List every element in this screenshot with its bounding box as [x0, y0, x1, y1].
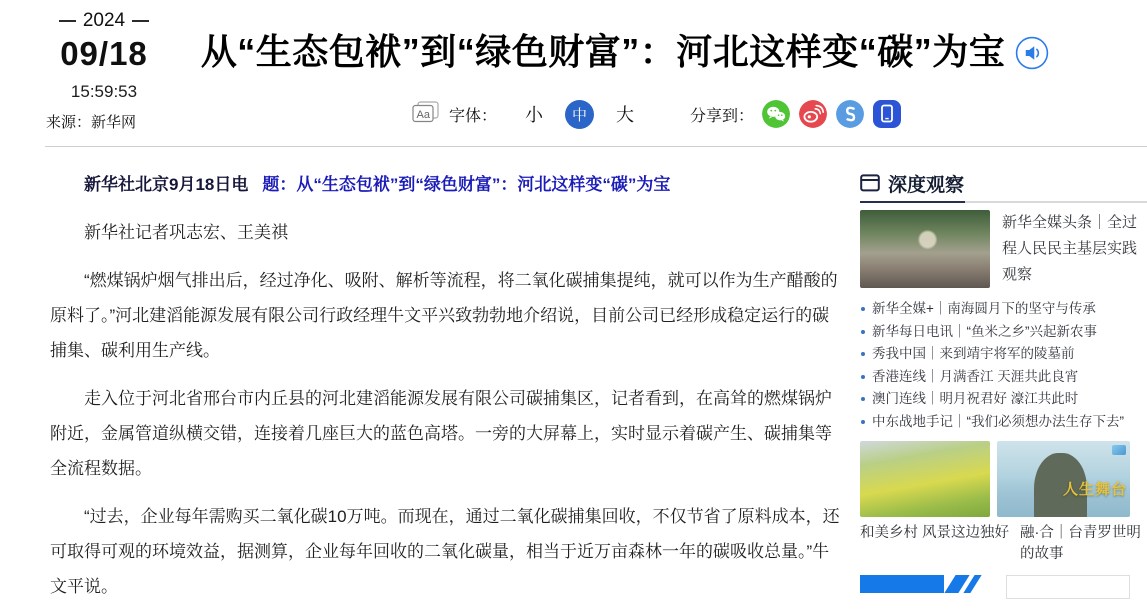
paragraph: “过去，企业每年需购买二氧化碳10万吨。而现在，通过二氧化碳捕集回收，不仅节省了原料成本，还可取得可观的环境效益，据测算，企业每年回收的二氧化碳量，相当于近万亩森林一年的碳吸收总量。”牛文平说。	[50, 507, 840, 596]
mobile-share-icon[interactable]	[873, 100, 901, 128]
sidebar-captions-row	[860, 523, 1147, 565]
sidebar-list-item[interactable]: 中东战地手记｜“我们必须想办法生存下去”	[860, 411, 1147, 434]
date-dash-left	[59, 20, 76, 22]
featured-story[interactable]	[860, 210, 1147, 288]
inline-article-title: 题：从“生态包袱”到“绿色财富”：河北这样变“碳”为宝	[262, 175, 671, 194]
next-section-banner	[860, 575, 1147, 599]
date-dash-right	[132, 20, 149, 22]
date-year-row	[46, 10, 162, 32]
sidebar-section-header	[860, 170, 1147, 196]
sidebar-list-item[interactable]: 澳门连线｜明月祝君好 濠江共此时	[860, 388, 1147, 411]
date-month-day: 09/18	[60, 35, 148, 72]
sidebar-deep-observation	[860, 170, 1147, 599]
featured-story-title[interactable]: 新华全媒头条｜全过程人民民主基层实践观察	[1002, 214, 1138, 283]
source-label: 来源：新华网	[46, 114, 137, 131]
window-icon	[860, 174, 880, 192]
weibo-share-icon[interactable]	[799, 100, 827, 128]
font-size-icon	[412, 101, 439, 129]
sidebar-list-item[interactable]: 香港连线｜月满香江 天涯共此良宵	[860, 366, 1147, 389]
thumbnail-caption[interactable]: 和美乡村 风景这边独好	[860, 525, 1010, 541]
dateline: 新华社北京9月18日电	[84, 175, 249, 194]
sidebar-list-item[interactable]: 新华全媒+｜南海圆月下的坚守与传承	[860, 298, 1147, 321]
article-body	[50, 167, 840, 612]
article-header	[0, 0, 1147, 148]
font-size-large-button[interactable]: 大	[616, 105, 635, 125]
font-size-small-button[interactable]: 小	[525, 105, 544, 125]
broadcaster-watermark-icon	[1112, 445, 1126, 455]
date-year: 2024	[82, 10, 126, 31]
video-overlay-title: 人生舞台	[1062, 481, 1127, 498]
paragraph: 走入位于河北省邢台市内丘县的河北建滔能源发展有限公司碳捕集区，记者看到，在高耸的燃煤锅炉附近，金属管道纵横交错，连接着几座巨大的蓝色高塔。一旁的大屏幕上，实时显示着碳产生、碳捕集等全流程数据。	[50, 389, 832, 478]
header-divider	[45, 146, 1147, 147]
xinhua-app-share-icon[interactable]	[836, 100, 864, 128]
speaker-icon	[1015, 36, 1049, 70]
sidebar-list-item[interactable]: 秀我中国｜来到靖宇将军的陵墓前	[860, 343, 1147, 366]
banner-side-box	[1006, 575, 1130, 599]
share-label: 分享到：	[690, 107, 755, 125]
date-block	[46, 10, 162, 132]
listen-audio-button[interactable]	[1015, 36, 1049, 70]
sidebar-list-item[interactable]: 新华每日电讯｜“鱼米之乡”兴起新农事	[860, 321, 1147, 344]
article-toolbar	[412, 98, 901, 130]
font-size-label: 字体：	[449, 107, 498, 125]
sidebar-section-title: 深度观察	[888, 174, 965, 196]
featured-story-thumbnail[interactable]	[860, 210, 990, 288]
village-fields-thumbnail[interactable]	[860, 441, 990, 517]
paragraph: “燃煤锅炉烟气排出后，经过净化、吸附、解析等流程，将二氧化碳捕集提纯，就可以作为生产醋酸的原料了。”河北建滔能源发展有限公司行政经理牛文平兴致勃勃地介绍说，目前公司已经形成稳定运行的碳捕集、碳利用生产线。	[50, 271, 838, 360]
sidebar-story-list	[860, 298, 1147, 433]
banner-blue-bar	[860, 575, 944, 593]
sidebar-header-underline	[860, 201, 1147, 203]
thumbnail-caption[interactable]: 融·合｜台青罗世明的故事	[1020, 525, 1141, 562]
publish-time: 15:59:53	[70, 82, 138, 101]
article-lead-line	[50, 167, 840, 202]
wechat-share-icon[interactable]	[762, 100, 790, 128]
font-size-medium-button-selected[interactable]: 中	[565, 100, 594, 129]
page-title: 从“生态包袱”到“绿色财富”：河北这样变“碳”为宝	[200, 31, 1006, 72]
sidebar-thumbnails-row	[860, 441, 1147, 517]
svg-text:Aa: Aa	[416, 109, 430, 121]
share-icon-group	[762, 100, 901, 128]
title-block	[150, 24, 1100, 75]
byline: 新华社记者巩志宏、王美祺	[84, 223, 288, 242]
life-stage-video-thumbnail[interactable]	[997, 441, 1130, 517]
